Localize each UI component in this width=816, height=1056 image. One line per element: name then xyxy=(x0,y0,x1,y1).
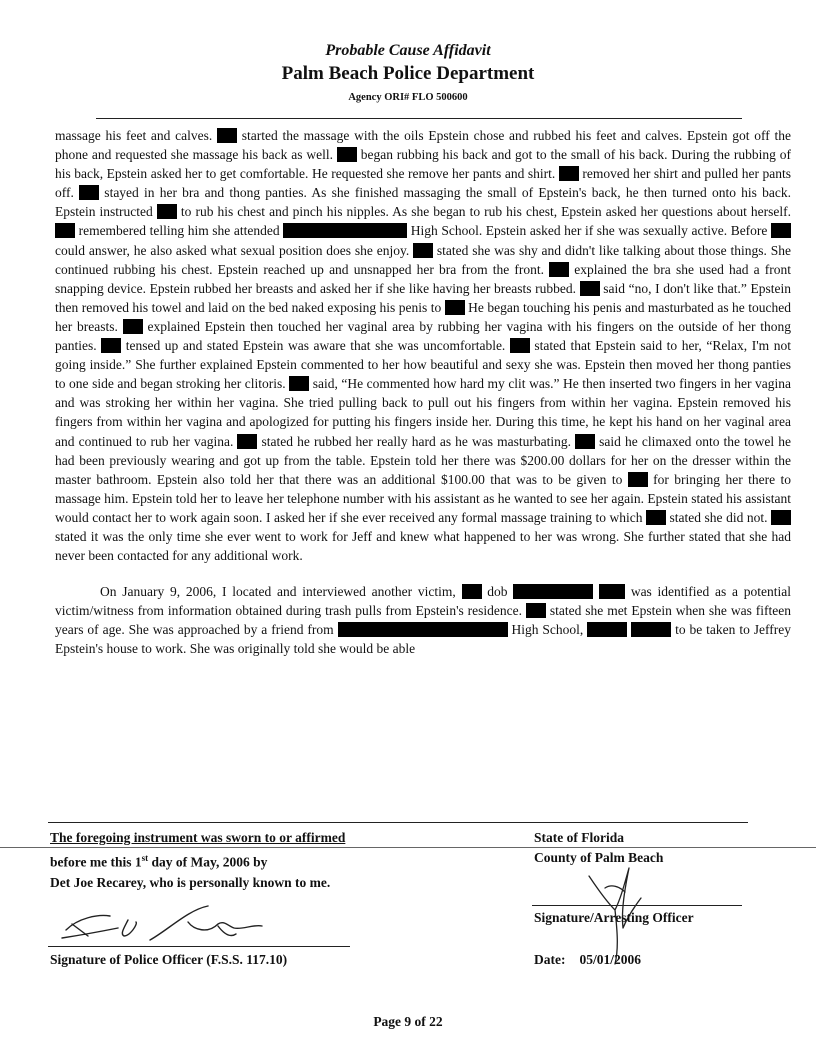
redaction xyxy=(575,434,595,449)
header-divider xyxy=(96,118,742,119)
redaction xyxy=(283,223,407,238)
sworn-statement xyxy=(50,828,345,893)
body-paragraph-1: massage his feet and calves. started the massage with the oils Epstein chose and rubbed his feet and calves. Epstein got off the phone and requested she massage his back as well. began rubbing his back and got to the small of his back. During the rubbing of his back, Epstein asked her to get comfortable. He requested she remove her pants and shirt. removed her shirt and pulled her pants off. stayed in her bra and thong panties. As she finished massaging the small of Epstein's back, he then turned onto his back. Epstein instructed to rub his chest and pinch his nipples. As she began to rub his chest, Epstein asked her questions about herself. remembered telling him she attended High School. Epstein asked her if she was sexually active. Before could answer, he also asked what sexual position does she enjoy. stated she was shy and didn't like talking about those things. She continued rubbing his chest. Epstein reached up and unsnapped her bra from the front. explained the bra she used had a front snapping device. Epstein rubbed her breasts and asked her if she like having her breasts rubbed. said “no, I don't like that.” Epstein then removed his towel and laid on the bed naked exposing his penis to He began touching his penis and masturbated as he touched her breasts. explained Epstein then touched her vaginal area by rubbing her vagina with his fingers on the outside of her thong panties. tensed up and stated Epstein was aware that she was uncomfortable. stated that Epstein said to her, “Relax, I'm not going inside.” She further explained Epstein commented to her how beautiful and sexy she was. Epstein then moved her thong panties to one side and began stroking her clitoris. said, “He commented how hard my clit was.” He then inserted two fingers in her vagina and was stroking her within her vagina. She tried pulling back to pull out his fingers from within her vagina. Epstein removed his fingers from within her vagina and apologized for putting his fingers inside her. During this time, he kept his hand on her vaginal area and continued to rub her vagina. stated he rubbed her really hard as he was masturbating. said he climaxed onto the towel he had been previously wearing and got up from the table. Epstein told her there was $200.00 dollars for her on the dresser within the master bathroom. Epstein also told her that there was an additional $100.00 that was to be given to for bringing her there to massage him. Epstein told her to leave her telephone number with his assistant as he wanted to see her again. Epstein stated his assistant would contact her to work again soon. I asked her if she ever received any formal massage training to which stated she did not. stated it was the only time she ever went to work for Jeff and knew what happened to her was wrong. She further stated that she had never been contacted for any additional work. xyxy=(55,128,792,564)
police-officer-signature xyxy=(58,900,288,948)
redaction xyxy=(217,128,237,143)
redaction xyxy=(510,338,530,353)
sworn-line-2: before me this 1st day of May, 2006 by xyxy=(50,853,268,870)
date-value: 05/01/2006 xyxy=(579,952,641,967)
date-field: Date: 05/01/2006 xyxy=(534,952,641,967)
arresting-signature-label: Signature/Arresting Officer xyxy=(534,910,694,925)
police-signature-label: Signature of Police Officer (F.S.S. 117.10) xyxy=(50,952,288,967)
agency-ori: Agency ORI# FLO 500600 xyxy=(348,92,468,103)
sworn-line-3: Det Joe Recarey, who is personally known to me. xyxy=(50,874,331,890)
redaction xyxy=(559,166,579,181)
redaction xyxy=(79,185,99,200)
redaction xyxy=(101,338,121,353)
redaction xyxy=(337,147,357,162)
redaction xyxy=(462,584,482,599)
redaction xyxy=(237,434,257,449)
redaction xyxy=(513,584,593,599)
redaction xyxy=(587,622,627,637)
redaction xyxy=(628,472,648,487)
body-paragraph-2: On January 9, 2006, I located and interviewed another victim, dob was identified as a potential victim/witness from information obtained during trash pulls from Epstein's residence. stated she met Epstein when she was fifteen years of age. She was approached by a friend from High School, to be taken to Jeffrey Epstein's house to work. She was originally told she would be able xyxy=(55,584,792,657)
redaction xyxy=(157,204,177,219)
sworn-line-1: The foregoing instrument was sworn to or affirmed xyxy=(50,830,346,845)
redaction xyxy=(771,223,791,238)
redaction xyxy=(338,622,508,637)
redaction xyxy=(549,262,569,277)
county-label: County of Palm Beach xyxy=(534,850,664,865)
redaction xyxy=(289,376,309,391)
redaction xyxy=(445,300,465,315)
redaction xyxy=(526,603,546,618)
redaction xyxy=(631,622,671,637)
redaction xyxy=(55,223,75,238)
affidavit-title: Probable Cause Affidavit xyxy=(325,42,491,59)
page-number: Page 9 of 22 xyxy=(373,1014,443,1029)
footer-divider xyxy=(48,822,748,823)
department-name: Palm Beach Police Department xyxy=(281,63,535,84)
redaction xyxy=(580,281,600,296)
arresting-signature-line xyxy=(532,905,742,906)
redaction xyxy=(599,584,625,599)
redaction xyxy=(646,510,666,525)
affidavit-body xyxy=(55,126,791,659)
state-label: State of Florida xyxy=(534,830,624,845)
redaction xyxy=(123,319,143,334)
redaction xyxy=(771,510,791,525)
redaction xyxy=(413,243,433,258)
police-signature-line xyxy=(48,946,350,947)
